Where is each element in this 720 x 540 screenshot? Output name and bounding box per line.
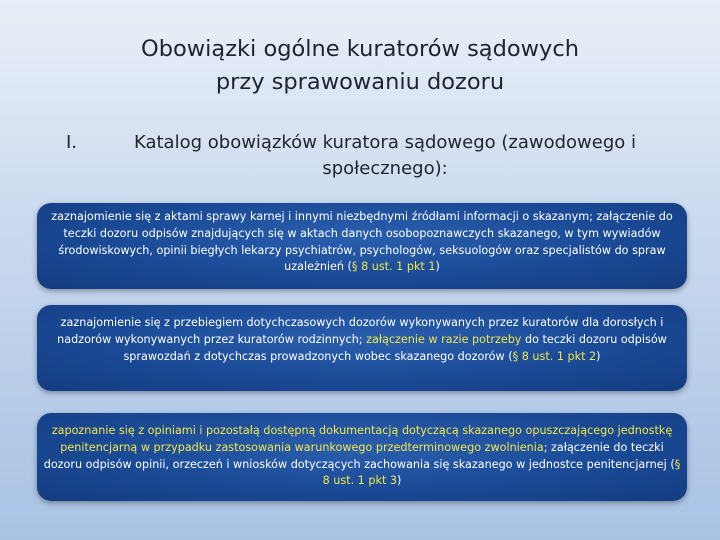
duty-3-text: ; załączenie do teczki dozoru odpisów opinii, orzeczeń i wniosków dotyczących zachowania się skazanego w jednostce penitencjarnej ( xyxy=(43,440,675,471)
duty-box-2 xyxy=(37,305,687,391)
duty-1-close: ) xyxy=(435,260,440,274)
section-text: Katalog obowiązków kuratora sądowego (zawodowego i społecznego): xyxy=(133,132,637,179)
duty-2-highlight: załączenie w razie potrzeby xyxy=(366,332,522,346)
duty-box-1 xyxy=(37,203,687,289)
duty-box-3 xyxy=(37,413,687,501)
duty-2-text-2: do teczki dozoru odpisów sprawozdań z dotychczas prowadzonych wobec skazanego dozorów ( xyxy=(123,332,667,363)
duty-2-reference: § 8 ust. 1 pkt 2 xyxy=(512,349,597,363)
duty-1-reference: § 8 ust. 1 pkt 1 xyxy=(351,260,436,274)
duty-2-text: zaznajomienie się z przebiegiem dotychczasowych dozorów wykonywanych przez kuratorów dla dorosłych i nadzorów wykonywanych przez kuratorów rodzinnych; xyxy=(57,316,664,346)
duty-3-highlight: zapoznanie się z opiniami i pozostałą dostępną dokumentacją dotyczącą skazanego opuszczającego jednostkę penitencjarną w przypadku zastosowania warunkowego przedterminowego zwolnienia xyxy=(51,424,673,454)
slide-title xyxy=(0,33,720,99)
duty-1-text: zaznajomienie się z aktami sprawy karnej i innymi niezbędnymi źródłami informacji o skazanym; załączenie do teczki dozoru odpisów znajdujących się w aktach danych osobopoznawczych skazanego, w tym wywiadów środowiskowych, opinii biegłych lekarzy psychiatrów, psychologów, seksuologów oraz specjalistów do spraw uzależnień ( xyxy=(51,210,673,274)
section-number: I. xyxy=(66,132,78,153)
title-line-2: przy sprawowaniu dozoru xyxy=(215,69,505,95)
duty-3-close: ) xyxy=(397,474,402,488)
duty-3-reference: § 8 ust. 1 pkt 3 xyxy=(322,457,681,488)
duty-2-close: ) xyxy=(596,349,601,363)
title-line-1: Obowiązki ogólne kuratorów sądowych xyxy=(141,36,579,62)
